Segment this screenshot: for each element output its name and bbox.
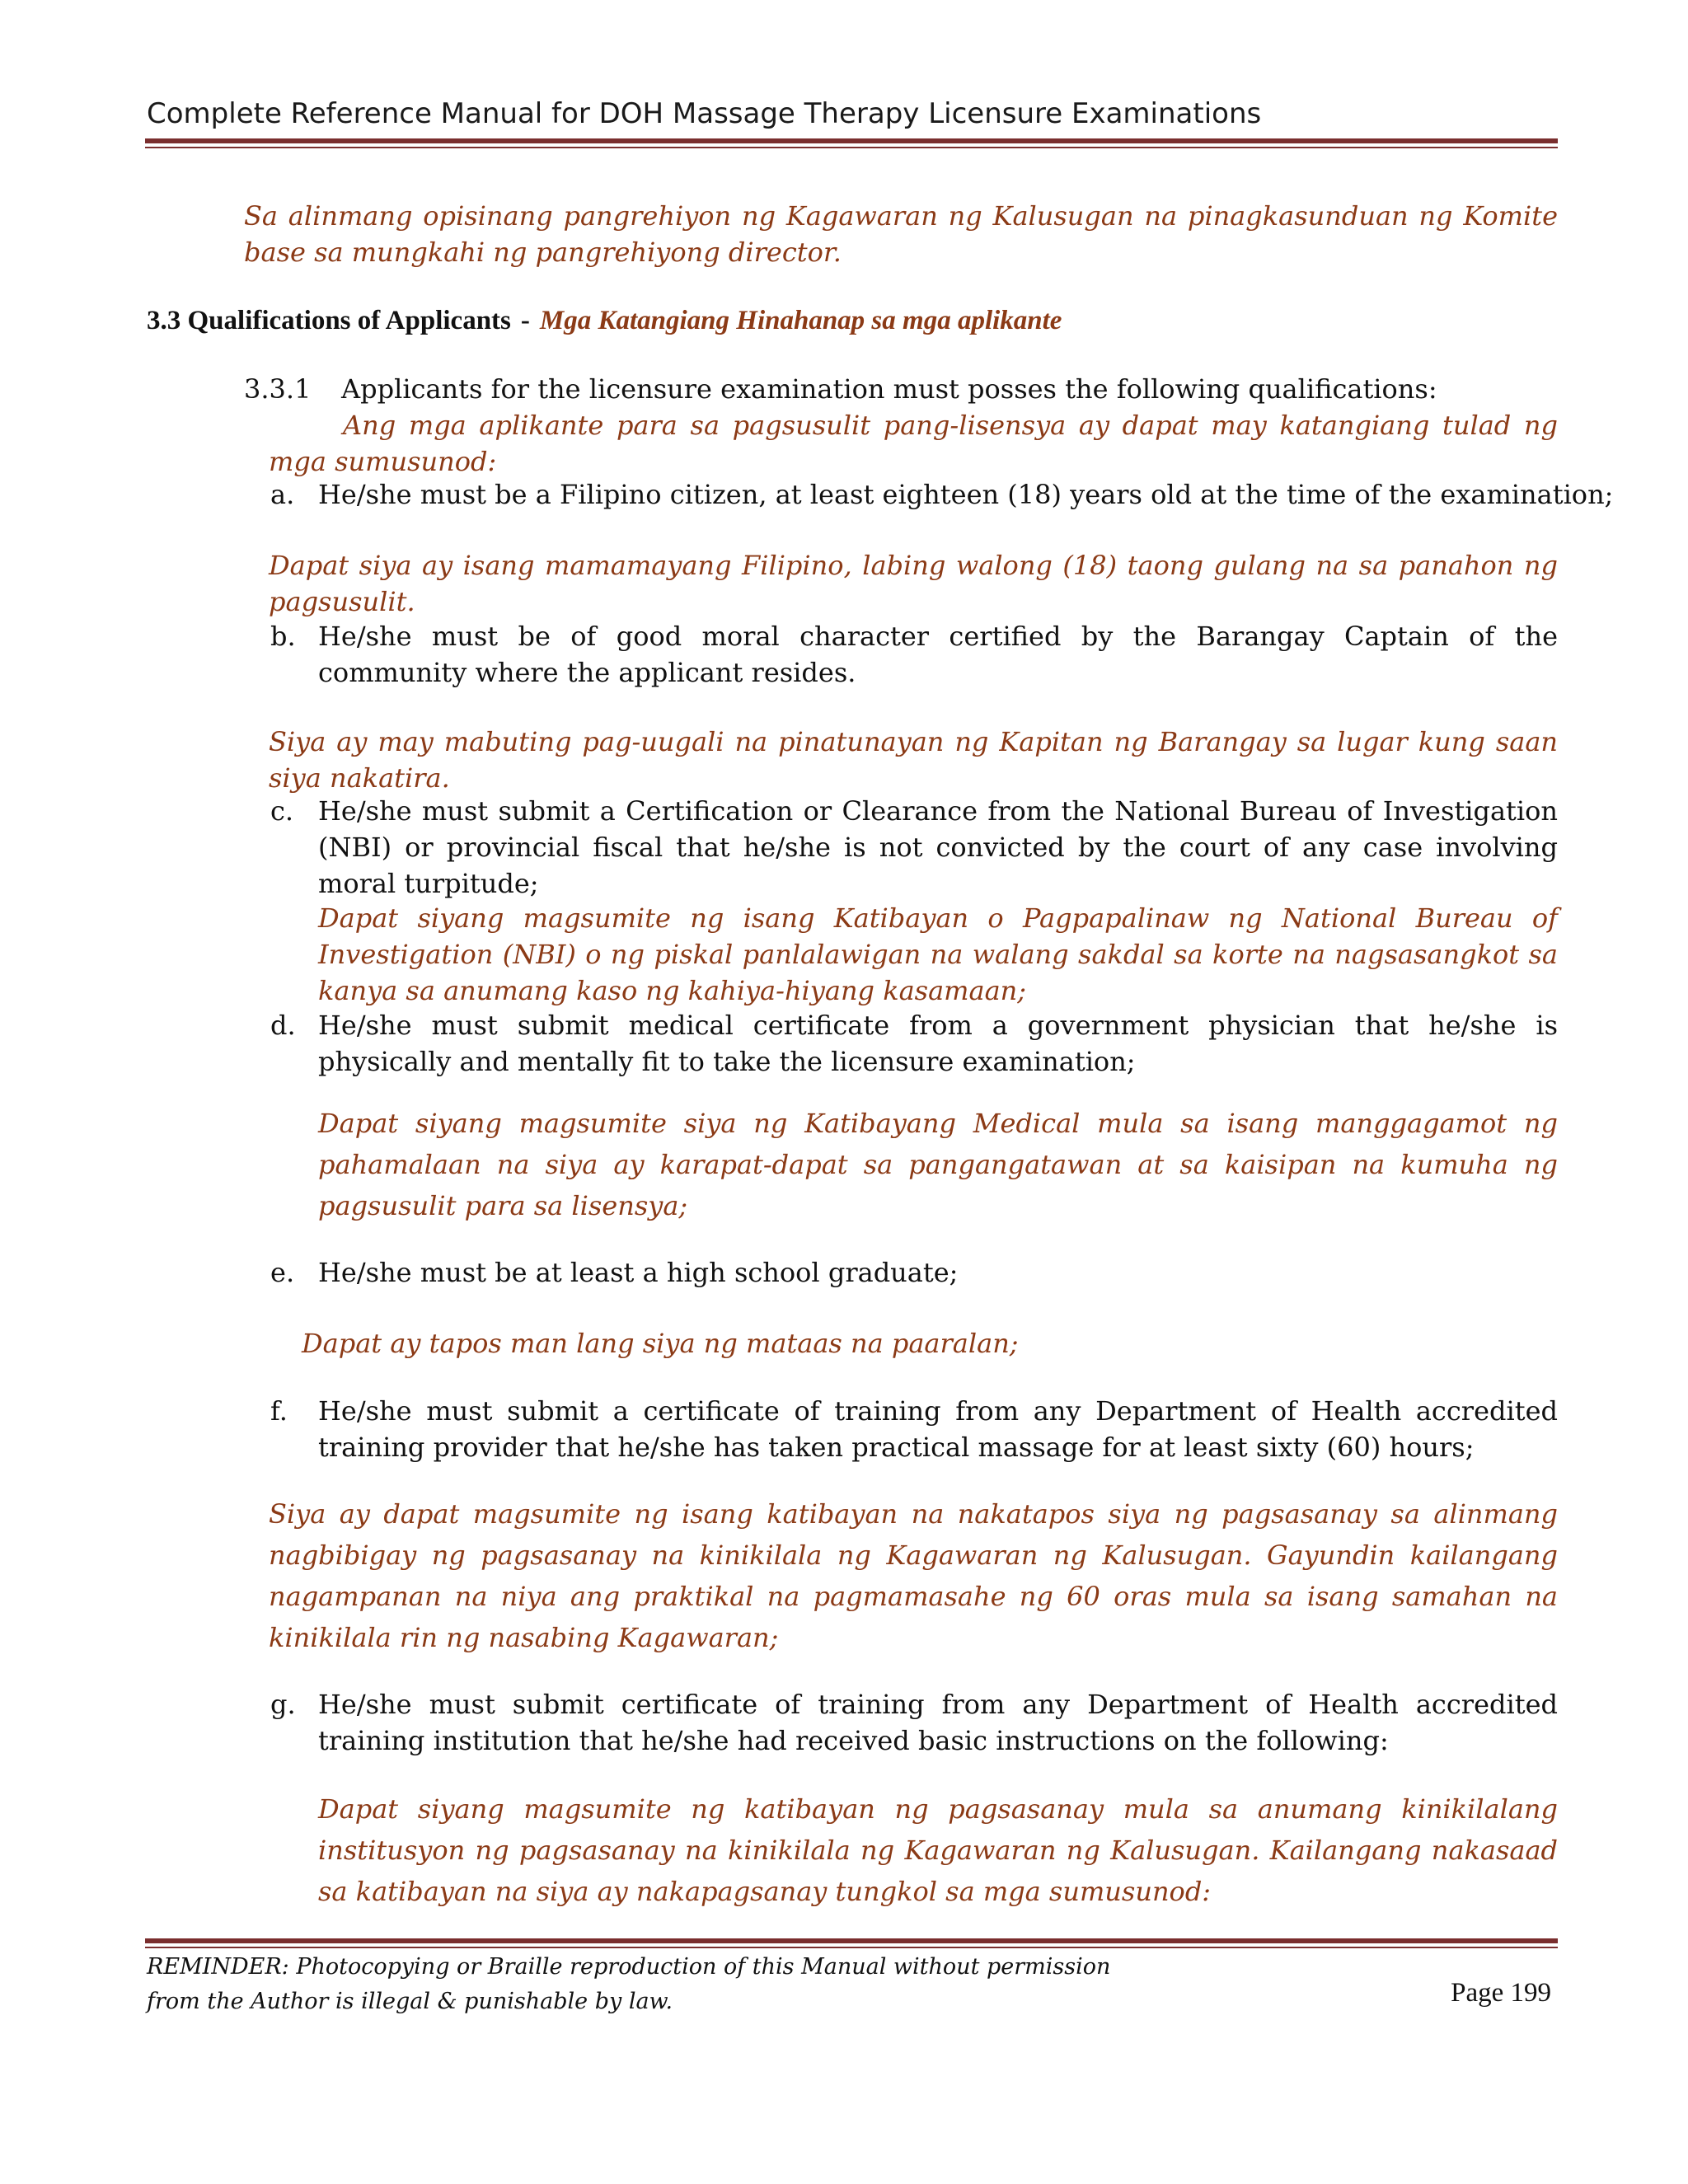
item-b-marker: b. <box>270 621 296 652</box>
item-a-marker: a. <box>270 479 295 510</box>
footer-rule-thick <box>145 1938 1558 1943</box>
item-d-tagalog: Dapat siyang magsumite siya ng Katibayang Medical mula sa isang manggagamot ng pahamalaan na siya ay karapat-dapat sa pangangatawan at sa kaisipan na kumuha ng pagsusulit para sa lisensya; <box>318 1108 1558 1221</box>
header-rule-thick <box>145 138 1558 143</box>
section-heading <box>147 302 1062 340</box>
item-a-tagalog: Dapat siya ay isang mamamayang Filipino, labing walong (18) taong gulang na sa panahon ng pagsusulit. <box>269 550 1558 617</box>
section-tagalog-title: Mga Katangiang Hinahanap sa mga aplikante <box>539 306 1062 335</box>
footer-rule-thin <box>145 1947 1558 1948</box>
item-c-tagalog: Dapat siyang magsumite ng isang Katibayan o Pagpapalinaw ng National Bureau of Investigation (NBI) o ng piskal panlalawigan na walang sakdal sa korte na nagsasangkot sa kanya sa anumang kaso ng kahiya-hiyang kasamaan; <box>318 902 1558 1006</box>
item-g-tagalog: Dapat siyang magsumite ng katibayan ng pagsasanay mula sa anumang kinikilalang institusyon ng pagsasanay na kinikilala ng Kagawaran ng Kalusugan. Kailangang nakasaad sa katibayan na siya ay nakapagsanay tungkol sa mga sumusunod: <box>318 1793 1558 1907</box>
section-number-title: 3.3 Qualifications of Applicants <box>147 306 511 335</box>
item-f-marker: f. <box>270 1395 288 1427</box>
item-e-tagalog: Dapat ay tapos man lang siya ng mataas na paaralan; <box>302 1328 1019 1359</box>
item-g-english: He/she must submit certificate of training from any Department of Health accredited training institution that he/she had received basic instructions on the following: <box>318 1689 1558 1756</box>
item-f-tagalog: Siya ay dapat magsumite ng isang katibayan na nakatapos siya ng pagsasanay sa alinmang nagbibigay ng pagsasanay na kinikilala ng Kagawaran ng Kalusugan. Gayundin kailangang nagampanan na niya ang praktikal na pagmamasahe ng 60 oras mula sa isang samahan na kinikilala rin ng nasabing Kagawaran; <box>269 1498 1558 1653</box>
item-c-english: He/she must submit a Certification or Clearance from the National Bureau of Investigation (NBI) or provincial fiscal that he/she is not convicted by the court of any case involving moral turpitude; <box>318 795 1558 899</box>
item-c-marker: c. <box>270 795 294 827</box>
item-b-tagalog: Siya ay may mabuting pag-uugali na pinatunayan ng Kapitan ng Barangay sa lugar kung saan siya nakatira. <box>269 726 1558 794</box>
item-f-english: He/she must submit a certificate of training from any Department of Health accredited training provider that he/she has taken practical massage for at least sixty (60) hours; <box>318 1395 1558 1463</box>
subsection-tagalog: Ang mga aplikante para sa pagsusulit pang-lisensya ay dapat may katangiang tulad ng mga sumusunod: <box>269 410 1558 477</box>
subsection-number: 3.3.1 <box>244 373 312 405</box>
item-b-english: He/she must be of good moral character certified by the Barangay Captain of the community where the applicant resides. <box>318 621 1558 688</box>
intro-tagalog-paragraph: Sa alinmang opisinang pangrehiyon ng Kagawaran ng Kalusugan na pinagkasunduan ng Komite base sa mungkahi ng pangrehiyong director. <box>244 200 1558 268</box>
subsection-text: Applicants for the licensure examination must posses the following qualifications: <box>341 373 1437 405</box>
section-dash: - <box>520 306 530 335</box>
footer-reminder-line1: REMINDER: Photocopying or Braille reproduction of this Manual without permission <box>147 1954 1111 1980</box>
item-d-marker: d. <box>270 1010 296 1041</box>
item-d-english: He/she must submit medical certificate from a government physician that he/she is physically and mentally fit to take the licensure examination; <box>318 1010 1558 1077</box>
footer-reminder-line2: from the Author is illegal & punishable by law. <box>147 1989 673 2014</box>
running-header-title: Complete Reference Manual for DOH Massage Therapy Licensure Examinations <box>147 97 1262 130</box>
page-number: Page 199 <box>1451 1978 1551 2008</box>
header-rule-thin <box>145 147 1558 148</box>
item-e-english: He/she must be at least a high school graduate; <box>318 1257 959 1288</box>
item-e-marker: e. <box>270 1257 295 1288</box>
item-a-english: He/she must be a Filipino citizen, at least eighteen (18) years old at the time of the examination; <box>318 479 1614 510</box>
item-g-marker: g. <box>270 1689 296 1720</box>
